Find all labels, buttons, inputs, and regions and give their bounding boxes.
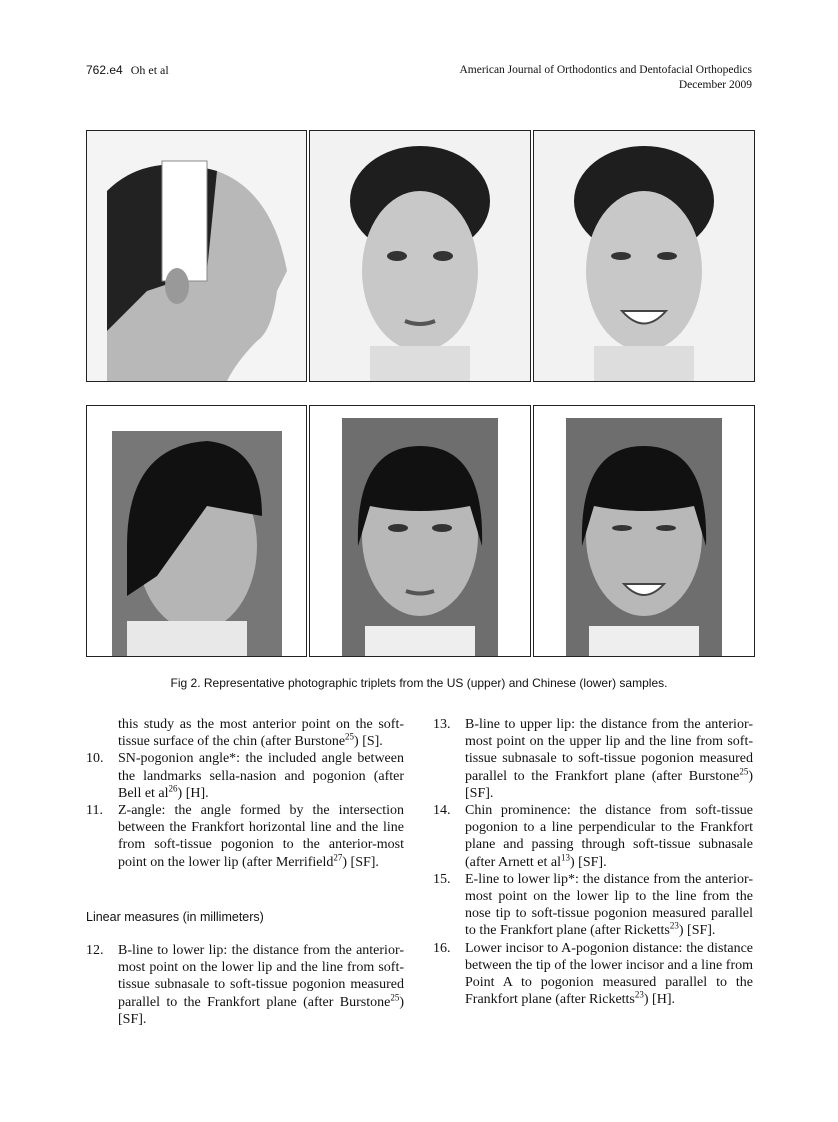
- item-text-end: ) [SF].: [678, 923, 716, 939]
- item-text-end: ) [S].: [354, 734, 383, 750]
- left-column: [86, 716, 404, 1028]
- list-item: [86, 716, 404, 750]
- citation-ref: 23: [669, 920, 679, 931]
- citation-ref: 25: [345, 731, 355, 742]
- item-text-end: ) [H].: [177, 785, 209, 801]
- right-column: [433, 716, 753, 1008]
- item-text: this study as the most anterior point on the soft-tissue surface of the chin (after Burstone: [118, 717, 404, 750]
- photo-us-profile: [86, 130, 307, 382]
- item-text: B-line to upper lip: the distance from the anterior-most point on the upper lip and the line from soft-tissue subnasale to soft-tissue pogonion measured parallel to the Frankfort plane (after Burstone: [465, 717, 753, 784]
- item-text-end: ) [H].: [643, 992, 675, 1008]
- citation-ref: 23: [634, 989, 644, 1000]
- journal-title: American Journal of Orthodontics and Dentofacial Orthopedics: [459, 64, 752, 76]
- item-text: Z-angle: the angle formed by the intersection between the Frankfort horizontal line and the line from soft-tissue pogonion to the anterior-most point on the lower lip (after Merrifield: [118, 803, 404, 870]
- citation-ref: 25: [390, 991, 400, 1002]
- item-text-end: ) [SF].: [342, 854, 379, 870]
- photo-us-frontal-smile: [533, 130, 755, 382]
- item-text: Chin prominence: the distance from soft-tissue pogonion to a line perpendicular to the Frankfort plane and passing through soft-tissue subnasale (after Arnett et al: [465, 803, 753, 870]
- list-item: [433, 940, 753, 1009]
- item-text-end: ) [SF].: [118, 994, 404, 1027]
- item-number: 13.: [433, 717, 451, 732]
- running-header-right: [459, 63, 752, 93]
- item-number: 10.: [86, 751, 104, 767]
- citation-ref: 13: [561, 851, 571, 862]
- figure-caption: Fig 2. Representative photographic triplets from the US (upper) and Chinese (lower) samples.: [170, 676, 668, 690]
- item-number: 15.: [433, 871, 451, 887]
- item-number: 16.: [433, 940, 451, 956]
- item-number: 11.: [86, 803, 103, 819]
- item-text: E-line to lower lip*: the distance from the anterior-most point on the lower lip to the line from the nose tip to soft-tissue pogonion measured parallel to the Frankfort plane (after Ricketts: [465, 871, 753, 939]
- list-item: [86, 802, 404, 871]
- list-item: [86, 750, 404, 802]
- item-number: 12.: [86, 943, 104, 959]
- item-text-end: ) [SF].: [570, 854, 607, 870]
- page-number: 762.e4: [86, 63, 123, 77]
- photo-us-frontal-rest: [309, 130, 531, 382]
- photo-cn-frontal-rest: [309, 405, 531, 657]
- item-number: 14.: [433, 803, 451, 819]
- section-subheading: Linear measures (in millimeters): [86, 909, 264, 924]
- citation-ref: 26: [168, 783, 178, 794]
- item-text: SN-pogonion angle*: the included angle between the landmarks sella-nasion and pogonion (after Bell et al: [118, 751, 404, 801]
- list-item: [433, 871, 753, 940]
- item-text-end: ) [SF].: [465, 768, 753, 801]
- list-item: [433, 802, 753, 871]
- list-item: [433, 716, 753, 802]
- photo-cn-profile: [86, 405, 307, 657]
- item-text: B-line to lower lip: the distance from the anterior-most point on the lower lip and the line from soft-tissue subnasale to soft-tissue pogonion measured parallel to the Frankfort plane (after Burstone: [118, 943, 404, 1010]
- issue-date: December 2009: [678, 79, 752, 91]
- photo-cn-frontal-smile: [533, 405, 755, 657]
- running-authors: Oh et al: [130, 63, 169, 77]
- item-text: Lower incisor to A-pogonion distance: the distance between the tip of the lower incisor and a line from Point A to pogonion measured parallel to the Frankfort plane (after Ricketts: [465, 940, 753, 1008]
- running-header-left: [86, 63, 169, 78]
- list-item: [86, 942, 404, 1028]
- citation-ref: 27: [333, 851, 343, 862]
- citation-ref: 25: [739, 765, 749, 776]
